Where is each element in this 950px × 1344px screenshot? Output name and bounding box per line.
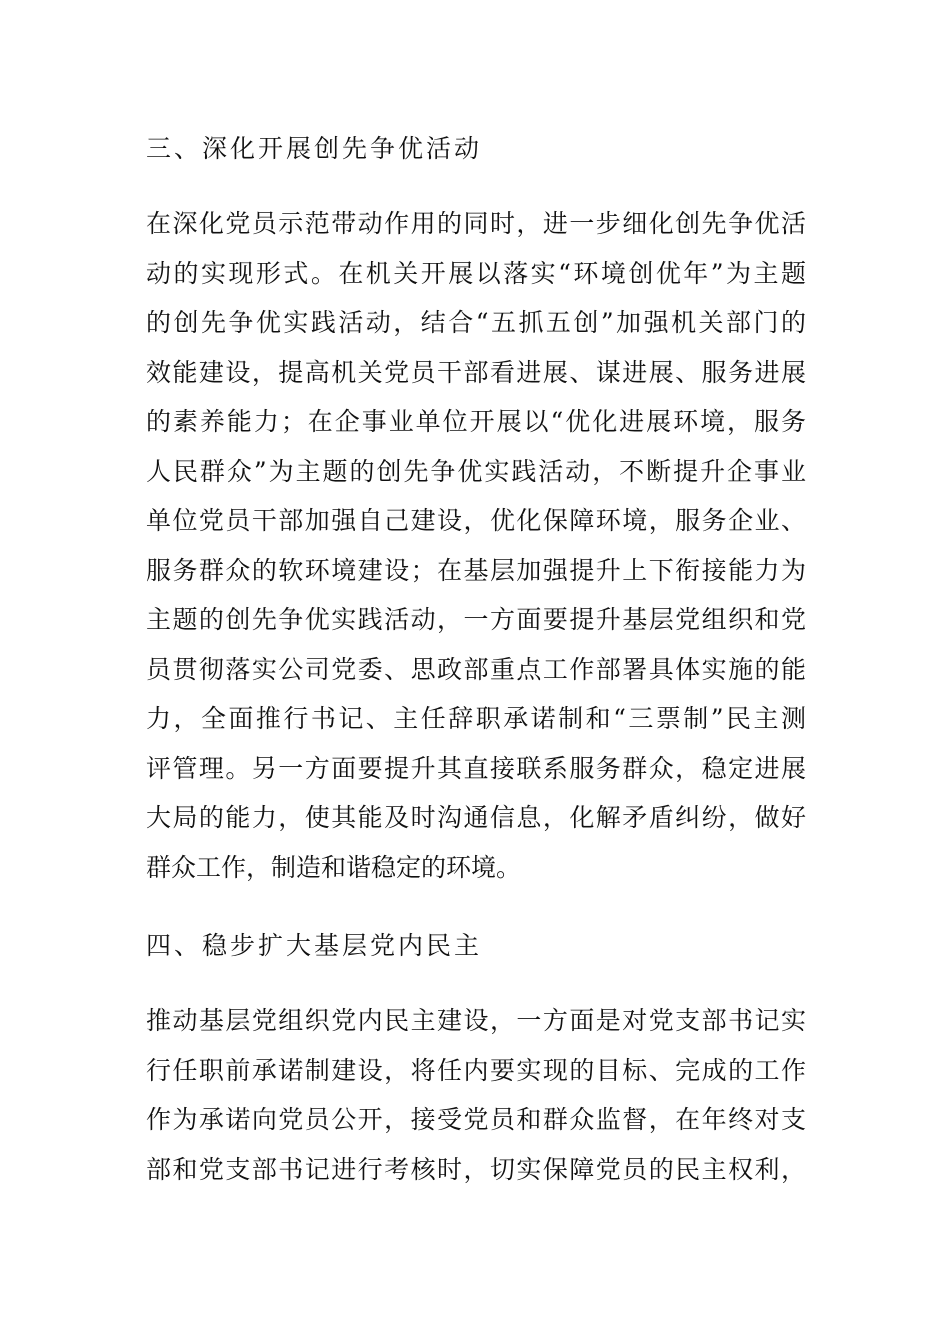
paragraph-line: 员贯彻落实公司党委、思政部重点工作部署具体实施的能 bbox=[146, 654, 806, 684]
paragraph-line: 力，全面推行书记、主任辞职承诺制和“三票制”民主测 bbox=[146, 704, 806, 733]
paragraph-line: 人民群众”为主题的创先争优实践活动，不断提升企事业 bbox=[146, 456, 806, 486]
document-page bbox=[146, 124, 806, 1194]
paragraph-line: 主题的创先争优实践活动，一方面要提升基层党组织和党 bbox=[146, 605, 806, 634]
paragraph-line: 评管理。另一方面要提升其直接联系服务群众，稳定进展 bbox=[146, 753, 806, 783]
paragraph-line: 推动基层党组织党内民主建设，一方面是对党支部书记实 bbox=[146, 1006, 806, 1035]
paragraph-line: 动的实现形式。在机关开展以落实“环境创优年”为主题 bbox=[146, 258, 806, 288]
paragraph-line: 作为承诺向党员公开，接受党员和群众监督，在年终对支 bbox=[146, 1105, 806, 1134]
paragraph-line: 大局的能力，使其能及时沟通信息，化解矛盾纠纷，做好 bbox=[146, 803, 806, 832]
paragraph-line: 行任职前承诺制建设，将任内要实现的目标、完成的工作 bbox=[146, 1055, 806, 1085]
paragraph-line: 的素养能力；在企事业单位开展以“优化进展环境，服务 bbox=[146, 407, 806, 436]
paragraph-line: 的创先争优实践活动，结合“五抓五创”加强机关部门的 bbox=[146, 308, 806, 337]
paragraph-line: 在深化党员示范带动作用的同时，进一步细化创先争优活 bbox=[146, 209, 806, 238]
paragraph-line: 单位党员干部加强自己建设，优化保障环境，服务企业、 bbox=[146, 506, 806, 535]
paragraph-line: 部和党支部书记进行考核时，切实保障党员的民主权利， bbox=[146, 1154, 806, 1184]
section-4-paragraph bbox=[146, 996, 806, 1194]
section-heading-3: 三、深化开展创先争优活动 bbox=[146, 134, 483, 163]
paragraph-line: 服务群众的软环境建设；在基层加强提升上下衔接能力为 bbox=[146, 555, 806, 585]
section-3-paragraph bbox=[146, 199, 806, 892]
paragraph-line: 效能建设，提高机关党员干部看进展、谋进展、服务进展 bbox=[146, 357, 806, 387]
paragraph-line: 群众工作，制造和谐稳定的环境。 bbox=[146, 852, 522, 882]
section-heading-4: 四、稳步扩大基层党内民主 bbox=[146, 931, 483, 960]
